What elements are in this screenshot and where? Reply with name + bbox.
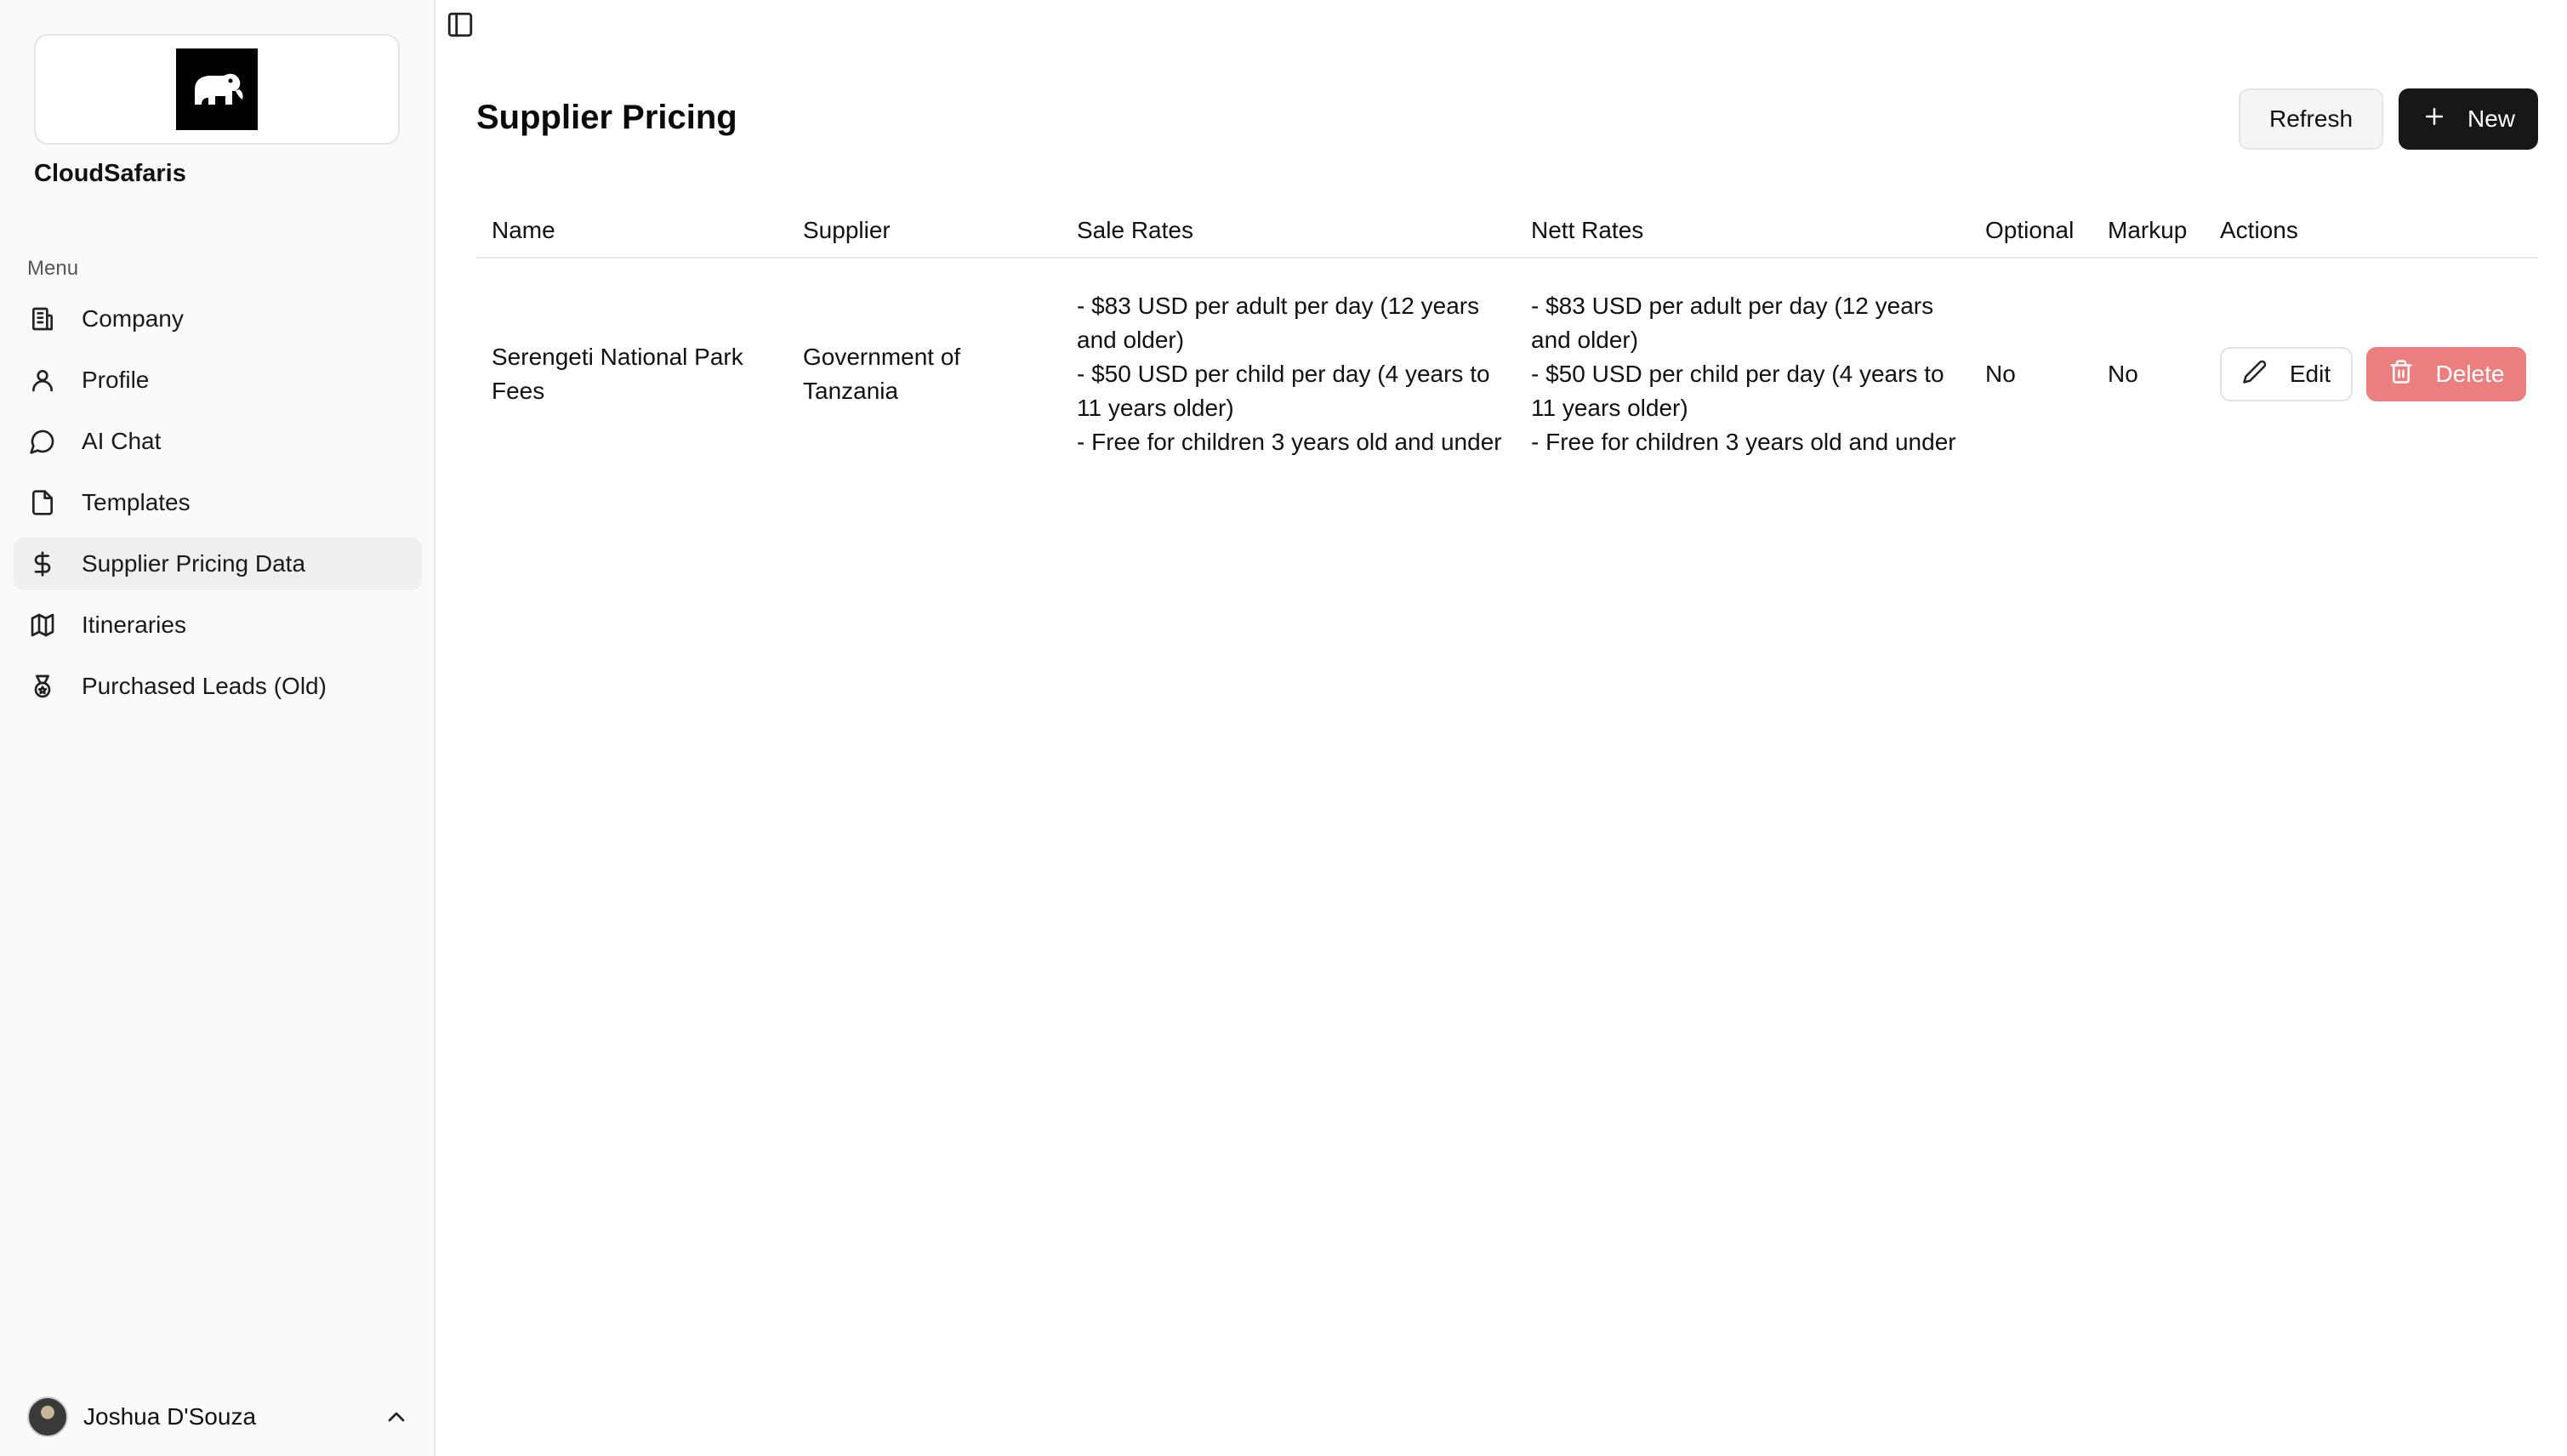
column-header-name[interactable]: Name	[492, 217, 555, 243]
sidebar-nav	[14, 293, 422, 721]
delete-button-label: Delete	[2435, 361, 2505, 387]
sidebar-item-profile[interactable]	[14, 354, 422, 407]
sidebar-item-templates[interactable]	[14, 476, 422, 529]
sidebar-item-supplier-pricing-data[interactable]	[14, 537, 422, 590]
page-title: Supplier Pricing	[476, 99, 737, 136]
cell-actions	[2205, 347, 2538, 401]
cell-sale-rates: - $83 USD per adult per day (12 years and older) - $50 USD per child per day (4 years to 11 years older) - Free for children 3 years old and under	[1077, 293, 1502, 455]
logo-card[interactable]	[34, 34, 400, 145]
column-header-supplier[interactable]: Supplier	[803, 217, 891, 243]
column-header-sale-rates[interactable]: Sale Rates	[1077, 217, 1193, 243]
pencil-icon	[2242, 359, 2268, 390]
table-header-row	[476, 204, 2538, 259]
building-icon	[29, 305, 56, 333]
sidebar-item-label: Purchased Leads (Old)	[82, 673, 327, 699]
sidebar-item-company[interactable]	[14, 293, 422, 345]
sidebar-item-label: AI Chat	[82, 428, 162, 454]
column-header-optional[interactable]: Optional	[1985, 217, 2075, 243]
trash-icon	[2388, 359, 2414, 390]
refresh-button[interactable]	[2239, 88, 2383, 150]
user-menu[interactable]	[27, 1395, 410, 1439]
sidebar-item-label: Itineraries	[82, 611, 186, 638]
avatar	[27, 1396, 68, 1437]
sidebar-item-itineraries[interactable]	[14, 599, 422, 651]
new-button[interactable]	[2399, 88, 2538, 150]
column-header-markup[interactable]: Markup	[2108, 217, 2188, 243]
menu-section-label: Menu	[27, 257, 79, 280]
brand-name: CloudSafaris	[34, 160, 186, 187]
edit-button[interactable]	[2220, 347, 2353, 401]
edit-button-label: Edit	[2289, 361, 2331, 387]
sidebar-item-purchased-leads[interactable]	[14, 660, 422, 713]
supplier-pricing-table	[476, 204, 2538, 490]
sidebar-toggle-icon[interactable]	[446, 10, 475, 39]
plus-icon	[2422, 104, 2447, 135]
cell-name: Serengeti National Park Fees	[492, 344, 743, 404]
badge-icon	[29, 673, 56, 700]
sidebar-item-label: Supplier Pricing Data	[82, 550, 306, 577]
refresh-button-label: Refresh	[2268, 105, 2354, 132]
sidebar	[0, 0, 435, 1456]
cell-optional: No	[1985, 361, 2016, 387]
sidebar-item-ai-chat[interactable]	[14, 415, 422, 468]
file-icon	[29, 489, 56, 516]
sidebar-item-label: Profile	[82, 367, 150, 393]
delete-button[interactable]	[2366, 347, 2526, 401]
chat-bubble-icon	[29, 428, 56, 455]
sidebar-item-label: Templates	[82, 489, 191, 515]
elephant-logo-icon	[176, 48, 258, 130]
map-icon	[29, 611, 56, 639]
column-header-actions: Actions	[2220, 217, 2298, 243]
cell-nett-rates: - $83 USD per adult per day (12 years and older) - $50 USD per child per day (4 years to 11 years older) - Free for children 3 years old and under	[1531, 293, 1956, 455]
user-icon	[29, 367, 56, 394]
dollar-icon	[29, 550, 56, 577]
chevron-up-icon	[383, 1403, 410, 1430]
new-button-label: New	[2467, 105, 2515, 132]
cell-supplier: Government of Tanzania	[803, 344, 961, 404]
user-name: Joshua D'Souza	[83, 1403, 257, 1430]
column-header-nett-rates[interactable]: Nett Rates	[1531, 217, 1644, 243]
sidebar-item-label: Company	[82, 305, 184, 332]
table-row[interactable]	[476, 259, 2538, 490]
cell-markup: No	[2108, 361, 2138, 387]
